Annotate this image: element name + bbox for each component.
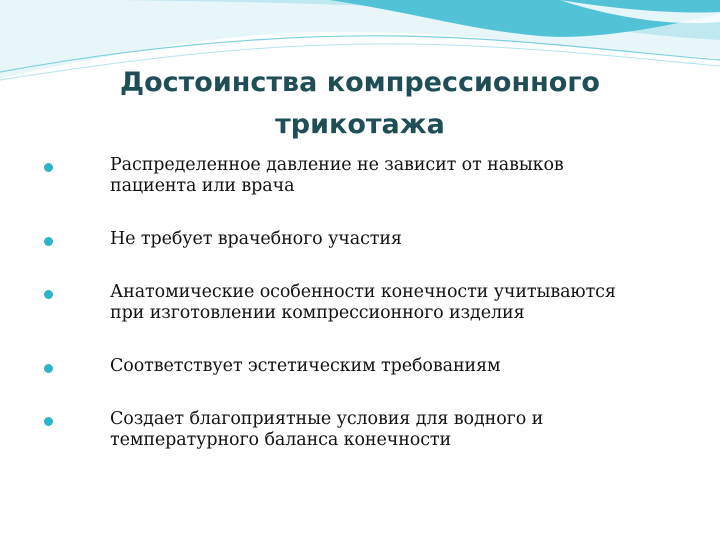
bullet-text <box>110 409 690 451</box>
bullet-text-line: Создает благоприятные условия для водного и <box>110 409 544 429</box>
slide-title-line-2: трикотажа <box>275 109 445 140</box>
bullet-icon <box>44 364 53 373</box>
bullet-text-line: Распределенное давление не зависит от навыков <box>110 155 564 175</box>
bullet-icon <box>44 290 53 299</box>
bullet-icon <box>44 163 53 172</box>
bullet-text <box>110 356 690 377</box>
slide-title <box>60 62 660 146</box>
bullet-text-line: температурного баланса конечности <box>110 430 452 450</box>
bullet-icon <box>44 417 53 426</box>
bullet-text-line: Соответствует эстетическим требованиям <box>110 356 501 376</box>
bullet-text <box>110 155 690 197</box>
bullet-text-line: Анатомические особенности конечности учитываются <box>110 282 616 302</box>
bullet-icon <box>44 237 53 246</box>
bullet-text <box>110 282 690 324</box>
bullet-text-line: при изготовлении компрессионного изделия <box>110 303 525 323</box>
bullet-text-line: пациента или врача <box>110 176 295 196</box>
slide-title-line-1: Достоинства компрессионного <box>120 67 600 98</box>
bullet-text-line: Не требует врачебного участия <box>110 229 402 249</box>
bullet-text <box>110 229 690 250</box>
